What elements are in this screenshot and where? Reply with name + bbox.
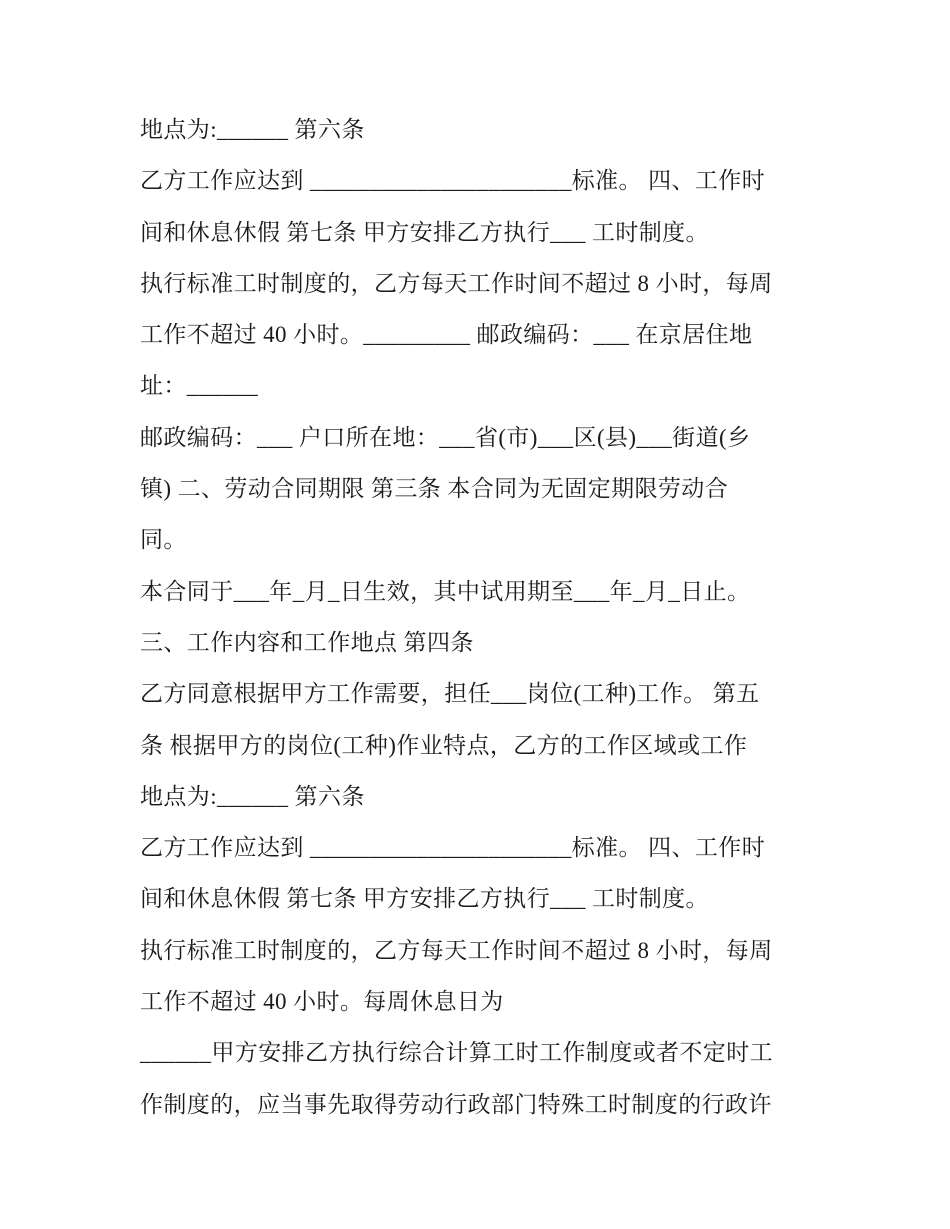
- text-line: 条 根据甲方的岗位(工种)作业特点，乙方的工作区域或工作: [140, 732, 748, 758]
- text-line: 三、工作内容和工作地点 第四条: [140, 629, 474, 655]
- text-line: 地点为:______ 第六条: [140, 783, 365, 809]
- text-line: 址：______: [140, 373, 259, 399]
- text-line: 工作不超过 40 小时。每周休息日为: [140, 989, 504, 1015]
- text-line: 乙方工作应达到 ______________________标准。 四、工作时: [140, 835, 766, 861]
- text-line: 作制度的，应当事先取得劳动行政部门特殊工时制度的行政许: [140, 1091, 772, 1117]
- text-line: 地点为:______ 第六条: [140, 117, 365, 142]
- text-line: 乙方工作应达到 ______________________标准。 四、工作时: [140, 168, 766, 194]
- text-line: 间和休息休假 第七条 甲方安排乙方执行___ 工时制度。: [140, 886, 709, 912]
- text-line: 执行标准工时制度的，乙方每天工作时间不超过 8 小时，每周: [140, 937, 773, 963]
- text-line: 邮政编码：___ 户口所在地：___省(市)___区(县)___街道(乡: [140, 424, 751, 450]
- text-line: 本合同于___年_月_日生效，其中试用期至___年_月_日止。: [140, 578, 751, 604]
- text-line: 间和休息休假 第七条 甲方安排乙方执行___ 工时制度。: [140, 219, 709, 245]
- text-line: ______甲方安排乙方执行综合计算工时工作制度或者不定时工: [140, 1040, 773, 1066]
- text-line: 同。: [140, 527, 187, 553]
- text-line: 工作不超过 40 小时。_________ 邮政编码：___ 在京居住地: [140, 322, 753, 348]
- text-line: 执行标准工时制度的，乙方每天工作时间不超过 8 小时，每周: [140, 270, 773, 296]
- document-body: [140, 104, 840, 1130]
- text-line: 镇) 二、劳动合同期限 第三条 本合同为无固定期限劳动合: [140, 476, 729, 502]
- text-line: 乙方同意根据甲方工作需要，担任___岗位(工种)工作。 第五: [140, 681, 760, 707]
